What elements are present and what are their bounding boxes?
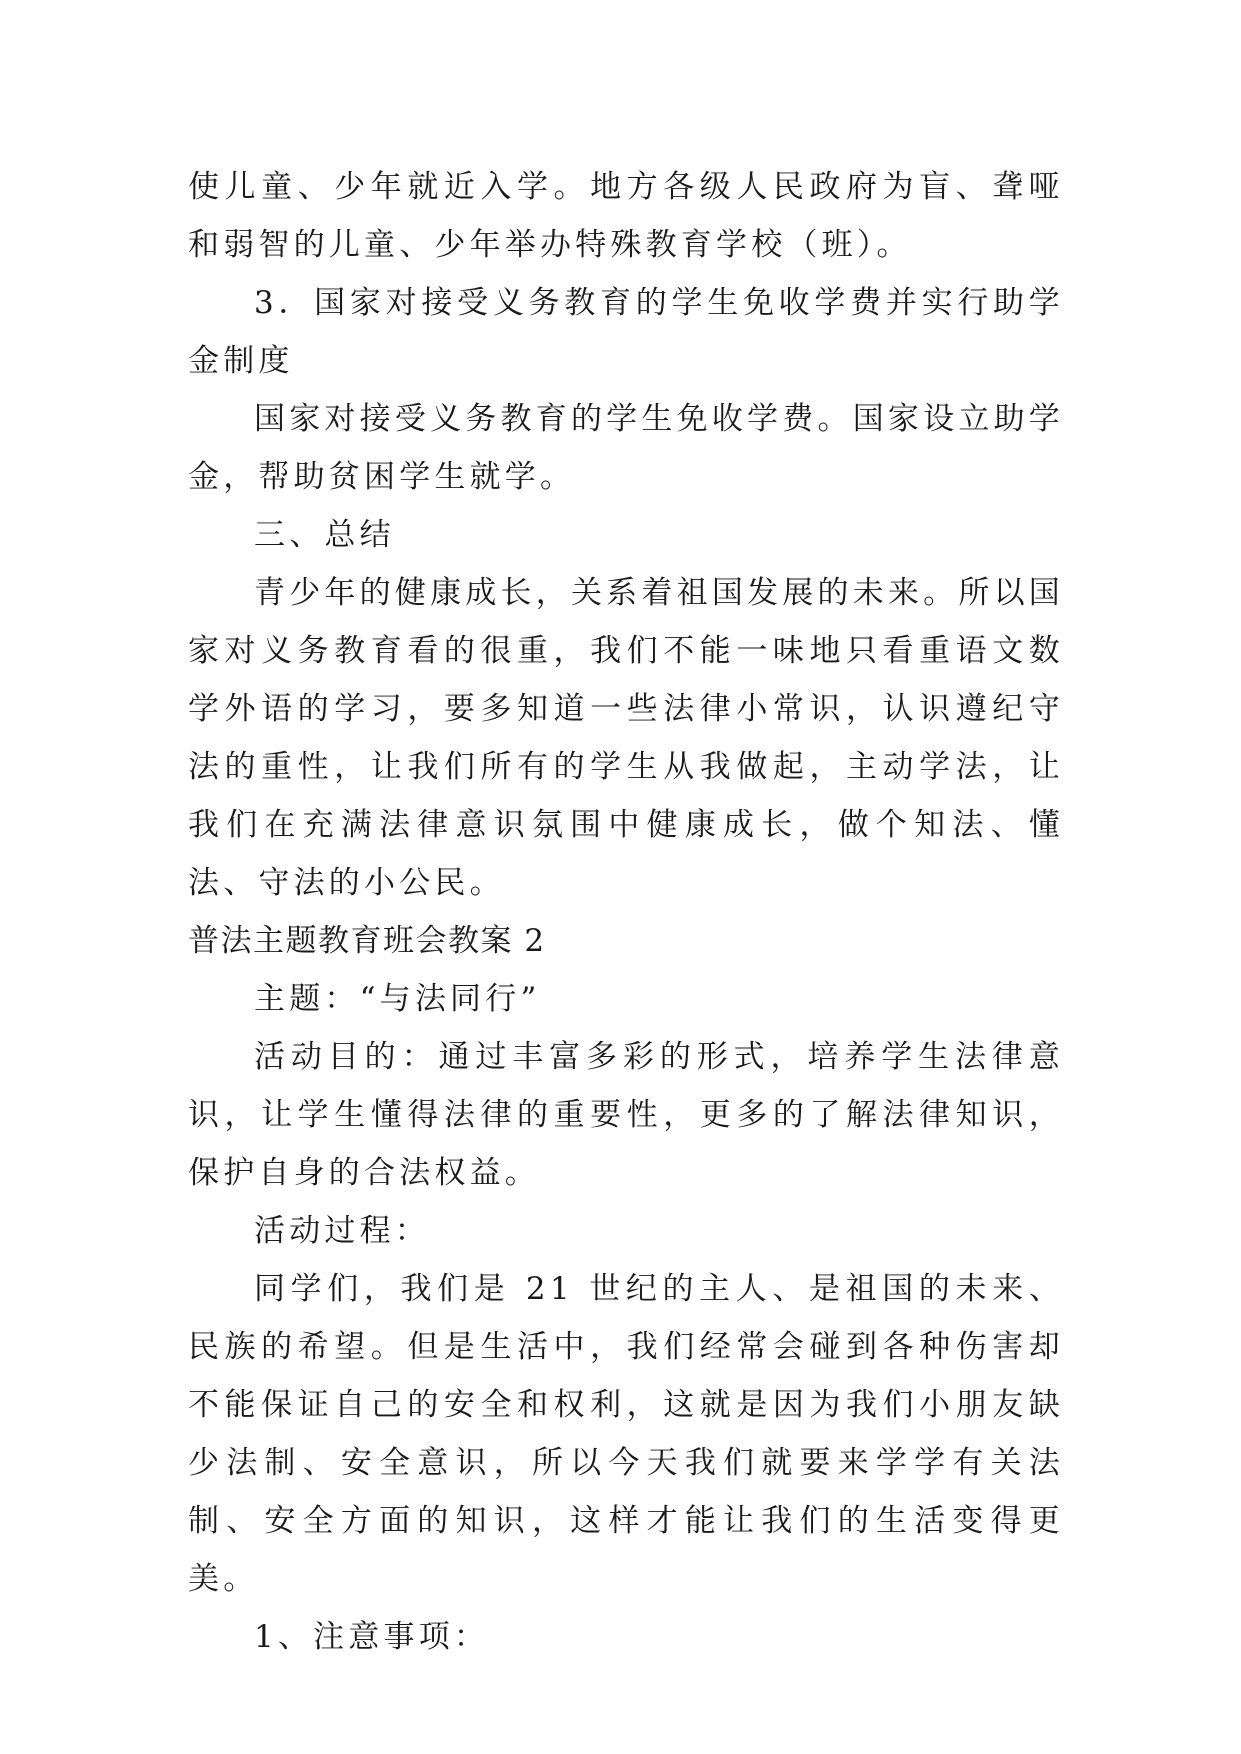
paragraph-activity-process: 活动过程：	[254, 1213, 430, 1249]
document-page	[188, 158, 1064, 1666]
paragraph-notes: 1、注意事项：	[254, 1619, 490, 1655]
paragraph-3: 国家对接受义务教育的学生免收学费。国家设立助学金，帮助贫困学生就学。	[188, 401, 1064, 495]
paragraph-1: 使儿童、少年就近入学。地方各级人民政府为盲、聋哑和弱智的儿童、少年举办特殊教育学校（班）。	[188, 169, 1064, 263]
paragraph-theme: 主题：“与法同行”	[254, 981, 541, 1017]
paragraph-5: 青少年的健康成长，关系着祖国发展的未来。所以国家对义务教育看的很重，我们不能一味地只看重语文数学外语的学习，要多知道一些法律小常识，认识遵纪守法的重性，让我们所有的学生从我做起，主动学法，让我们在充满法律意识氛围中健康成长，做个知法、懂法、守法的小公民。	[188, 575, 1064, 901]
paragraph-10: 同学们，我们是 21 世纪的主人、是祖国的未来、民族的希望。但是生活中，我们经常会碰到各种伤害却不能保证自己的安全和权利，这就是因为我们小朋友缺少法制、安全意识，所以今天我们就要来学学有关法制、安全方面的知识，这样才能让我们的生活变得更美。	[188, 1271, 1064, 1597]
paragraph-2: 3．国家对接受义务教育的学生免收学费并实行助学金制度	[188, 285, 1064, 379]
section-heading-summary: 三、总结	[254, 517, 395, 553]
paragraph-activity-purpose: 活动目的：通过丰富多彩的形式，培养学生法律意识，让学生懂得法律的重要性，更多的了解法律知识，保护自身的合法权益。	[188, 1039, 1064, 1191]
lesson-plan-title: 普法主题教育班会教案 2	[188, 923, 546, 959]
